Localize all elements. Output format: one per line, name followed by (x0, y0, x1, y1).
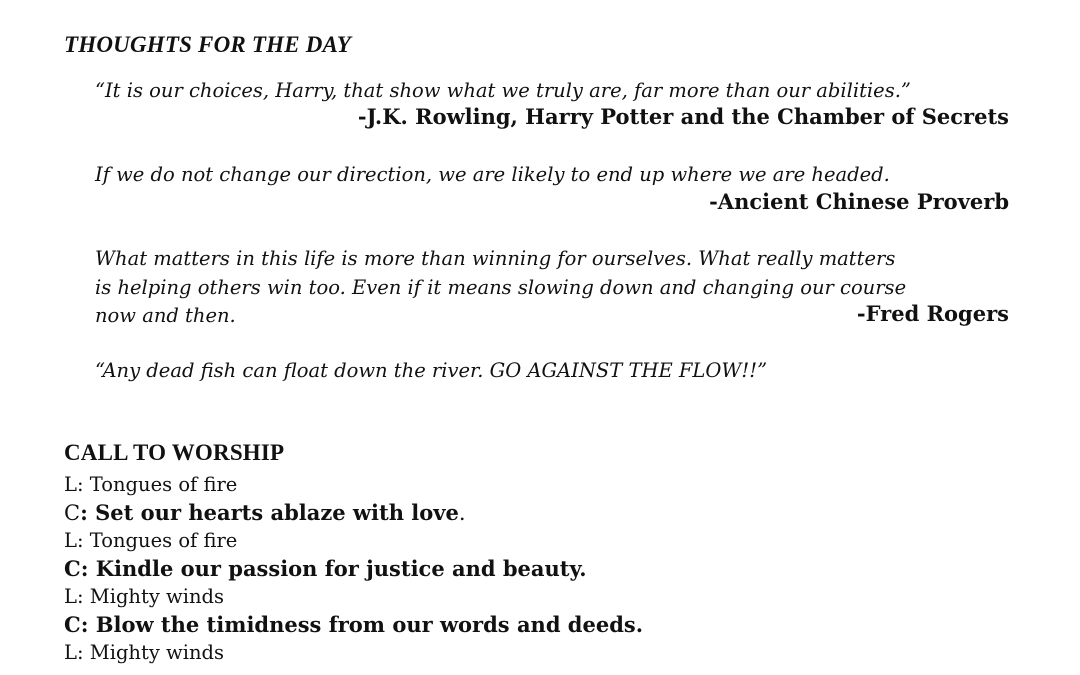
quote-2-attribution: -Ancient Chinese Proverb (709, 189, 1009, 214)
line-text: Tongues of fire (89, 529, 238, 552)
quote-1-line-1: “It is our choices, Harry, that show what we truly are, far more than our abilities.” (95, 79, 911, 102)
role-label: L: (64, 473, 84, 496)
role-label: C: (64, 556, 89, 581)
worship-line-7 (64, 641, 224, 664)
line-text: Kindle our passion for justice and beauty. (95, 556, 587, 581)
quote-3-attribution: -Fred Rogers (856, 301, 1009, 326)
line-text: Mighty winds (89, 641, 225, 664)
line-text: : Set our hearts ablaze with love (80, 500, 459, 525)
quote-3-line-3: now and then. (95, 304, 236, 327)
quote-2-line-1: If we do not change our direction, we are likely to end up where we are headed. (95, 163, 890, 186)
quote-4-line-1: “Any dead fish can float down the river. GO AGAINST THE FLOW!!” (95, 359, 768, 382)
worship-line-3 (64, 529, 237, 552)
role-label: L: (64, 529, 84, 552)
quote-1-attribution: -J.K. Rowling, Harry Potter and the Chamber of Secrets (357, 104, 1009, 129)
thoughts-heading: THOUGHTS FOR THE DAY (64, 32, 352, 57)
worship-heading: CALL TO WORSHIP (64, 440, 285, 465)
line-text: Mighty winds (89, 585, 225, 608)
quote-3-line-1: What matters in this life is more than winning for ourselves. What really matters (95, 247, 896, 270)
worship-line-2 (64, 500, 466, 525)
line-text: Blow the timidness from our words and deeds. (95, 612, 644, 637)
role-label: C (64, 501, 81, 525)
role-label: L: (64, 641, 84, 664)
quote-3-line-2: is helping others win too. Even if it means slowing down and changing our course (95, 276, 907, 299)
worship-line-4 (64, 556, 587, 581)
worship-line-5 (64, 585, 224, 608)
worship-line-6 (64, 612, 643, 637)
worship-line-1 (64, 473, 237, 496)
role-label: C: (64, 612, 89, 637)
role-label: L: (64, 585, 84, 608)
line-text: Tongues of fire (89, 473, 238, 496)
line-trail: . (458, 501, 466, 525)
